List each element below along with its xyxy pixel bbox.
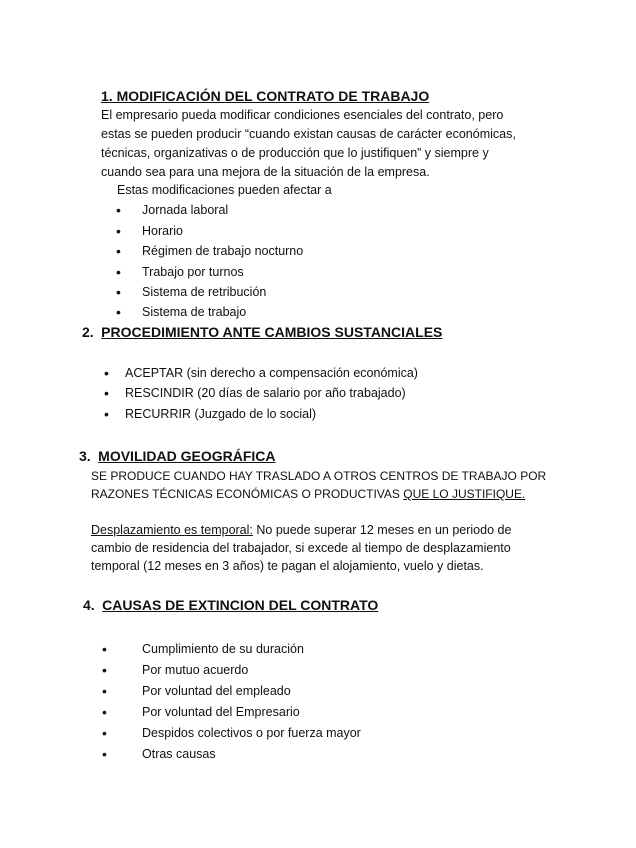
list-item: • Cumplimiento de su duración: [102, 641, 304, 657]
list-item: • Sistema de retribución: [116, 284, 267, 300]
section-3-heading: [79, 447, 276, 467]
list-item: • Sistema de trabajo: [116, 304, 247, 320]
temporal-label: Desplazamiento es temporal:: [91, 523, 253, 537]
list-item: • Por voluntad del Empresario: [102, 704, 300, 720]
section-4-heading: [83, 596, 378, 616]
list-item: • Por voluntad del empleado: [102, 683, 291, 699]
list-item: • Despidos colectivos o por fuerza mayor: [102, 725, 361, 741]
list-item: • ACEPTAR (sin derecho a compensación económica): [104, 365, 418, 381]
section-3-line-2-text: RAZONES TÉCNICAS ECONÓMICAS O PRODUCTIVAS: [91, 487, 400, 501]
section-3-line-2-underlined: QUE LO JUSTIFIQUE.: [403, 487, 526, 501]
temporal-line-3: temporal (12 meses en 3 años) te pagan el alojamiento, vuelo y dietas.: [91, 559, 484, 573]
list-item: • Otras causas: [102, 746, 216, 762]
list-item: • Horario: [116, 223, 183, 239]
temporal-text-1: No puede superar 12 meses en un periodo de: [252, 523, 512, 537]
section-1-intro: Estas modificaciones pueden afectar a: [117, 183, 332, 197]
section-2-number: 2.: [82, 324, 94, 340]
section-2-heading: [82, 323, 442, 343]
list-item: • Trabajo por turnos: [116, 264, 244, 280]
section-4-title: CAUSAS DE EXTINCION DEL CONTRATO: [102, 597, 379, 613]
list-item: • RECURRIR (Juzgado de lo social): [104, 406, 317, 422]
list-item: • Régimen de trabajo nocturno: [116, 243, 304, 259]
section-4-number: 4.: [83, 597, 95, 613]
list-item: • Jornada laboral: [116, 202, 229, 218]
section-3-title: MOVILIDAD GEOGRÁFICA: [98, 448, 276, 464]
section-1-title: 1. MODIFICACIÓN DEL CONTRATO DE TRABAJO: [101, 88, 430, 104]
list-item: • Por mutuo acuerdo: [102, 662, 249, 678]
temporal-line-2: cambio de residencia del trabajador, si excede al tiempo de desplazamiento: [91, 541, 511, 555]
section-3-line-1: SE PRODUCE CUANDO HAY TRASLADO A OTROS CENTROS DE TRABAJO POR: [91, 469, 547, 483]
list-item: • RESCINDIR (20 días de salario por año trabajado): [104, 385, 406, 401]
section-3-number: 3.: [79, 448, 91, 464]
temporal-line-1: [91, 521, 511, 540]
section-2-title: PROCEDIMIENTO ANTE CAMBIOS SUSTANCIALES: [101, 324, 443, 340]
section-3-line-2: [91, 485, 525, 504]
section-1-paragraph: El empresario pueda modificar condiciones esenciales del contrato, pero estas se pueden producir “cuando existan causas de carácter económicas, técnicas, organizativas o de producción que lo justifiquen” y siempre y cuando sea para una mejora de la situación de la empresa.: [101, 108, 516, 179]
